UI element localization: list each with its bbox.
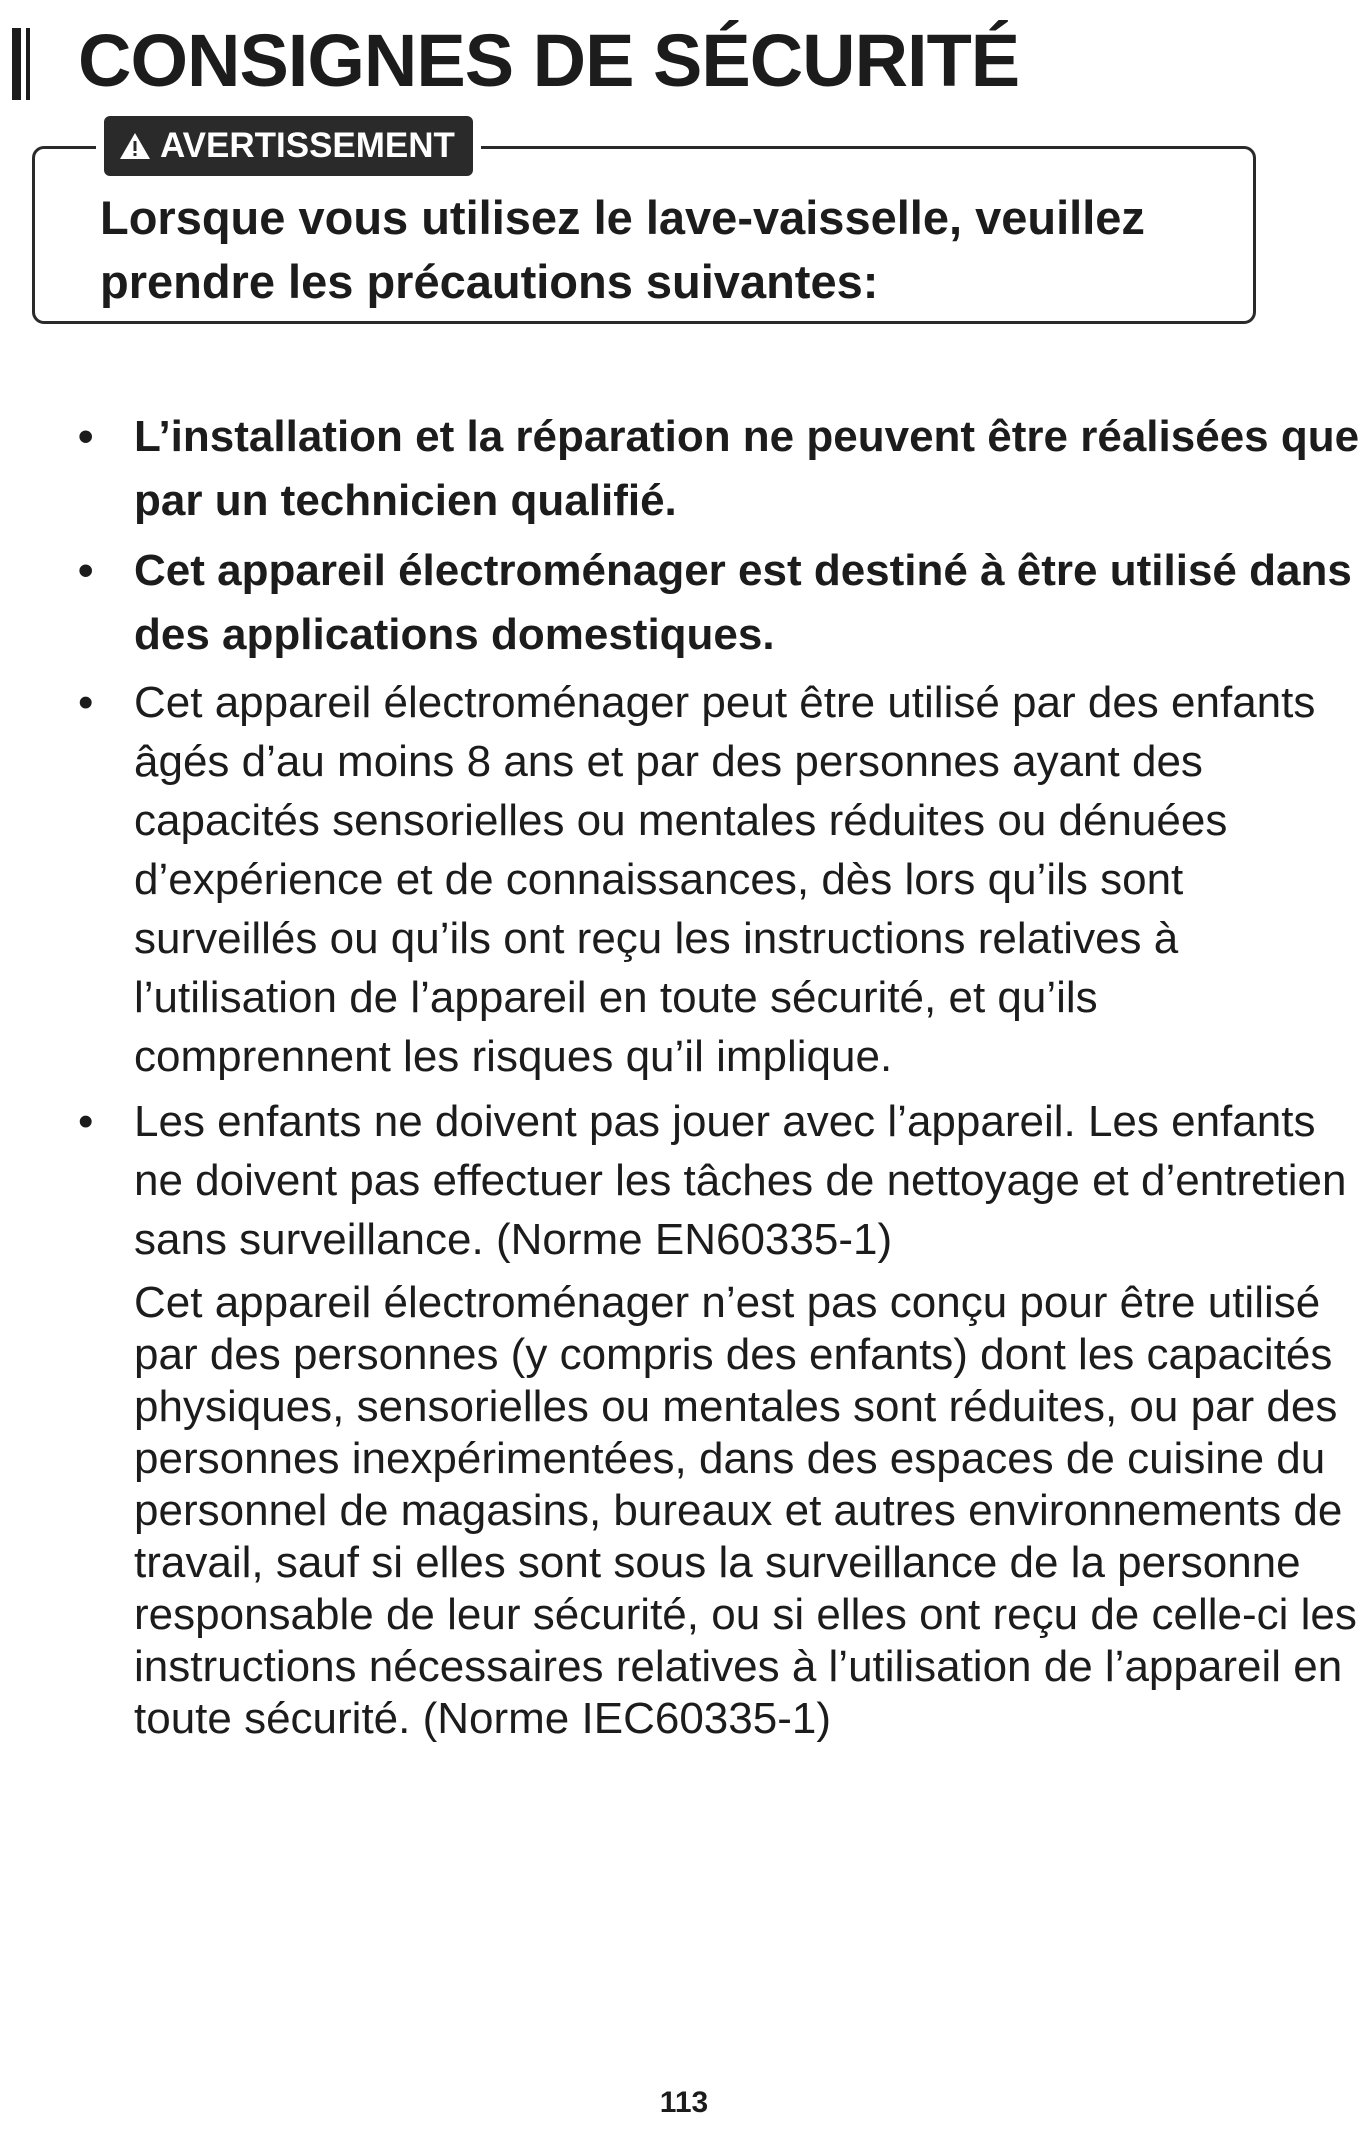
title-accent-bar-thin xyxy=(26,28,30,100)
page-title: CONSIGNES DE SÉCURITÉ xyxy=(78,19,1020,102)
page-number: 113 xyxy=(659,2086,709,2119)
title-accent-bar xyxy=(12,28,21,100)
bullet: • xyxy=(78,546,94,595)
bullet: • xyxy=(78,678,94,727)
safety-item-children-play xyxy=(70,1092,1360,1745)
warning-badge xyxy=(104,116,473,176)
safety-item-text: L’installation et la réparation ne peuvent être réalisées que par un technicien qualifié. xyxy=(134,412,1360,525)
warning-badge-label: AVERTISSEMENT xyxy=(160,126,455,165)
warning-triangle-icon xyxy=(118,131,152,161)
safety-item-text: Les enfants ne doivent pas jouer avec l’appareil. Les enfants ne doivent pas effectuer les tâches de nettoyage et d’entretien sans surveillance. (Norme EN60335-1) xyxy=(134,1097,1347,1264)
safety-item-children-supervision xyxy=(70,673,1360,1086)
safety-item-domestic-use xyxy=(70,539,1360,667)
bullet: • xyxy=(78,412,94,461)
safety-item-installation xyxy=(70,405,1360,533)
safety-item-text: Cet appareil électroménager est destiné à être utilisé dans des applications domestiques. xyxy=(134,546,1352,659)
safety-item-extra-text: Cet appareil électroménager n’est pas conçu pour être utilisé par des personnes (y compris des enfants) dont les capacités physiques, sensorielles ou mentales sont réduites, ou par des personnes inexpérimentées, dans des espaces de cuisine du personnel de magasins, bureaux et autres environnements de travail, sauf si elles sont sous la surveillance de la personne responsable de leur sécurité, ou si elles ont reçu de celle-ci les instructions nécessaires relatives à l’utilisation de l’appareil en toute sécurité. (Norme IEC60335-1) xyxy=(134,1278,1357,1743)
bullet: • xyxy=(78,1097,94,1146)
safety-item-text: Cet appareil électroménager peut être utilisé par des enfants âgés d’au moins 8 ans et par des personnes ayant des capacités sensorielles ou mentales réduites ou dénuées d’expérience et de connaissances, dès lors qu’ils sont surveillés ou qu’ils ont reçu les instructions relatives à l’utilisation de l’appareil en toute sécurité, et qu’ils comprennent les risques qu’il implique. xyxy=(134,678,1316,1081)
warning-message: Lorsque vous utilisez le lave-vaisselle, veuillez prendre les précautions suivantes: xyxy=(100,191,1145,308)
safety-list xyxy=(70,405,1360,1751)
